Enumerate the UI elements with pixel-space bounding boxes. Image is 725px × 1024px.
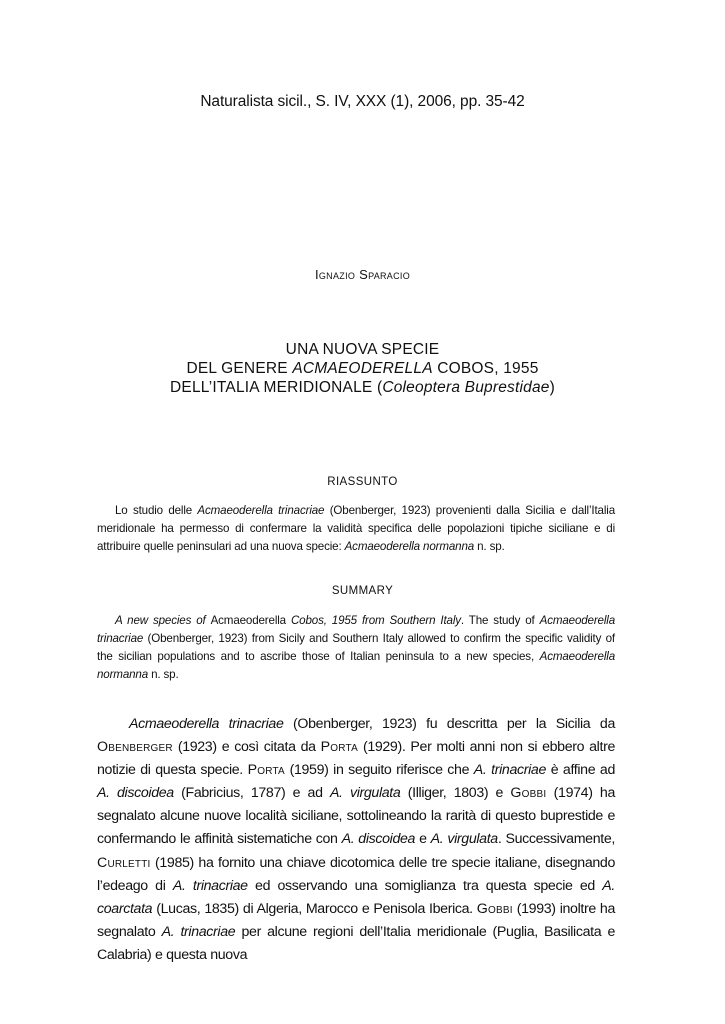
species-name: A. discoidea (341, 831, 416, 848)
text-run: (Obenberger, 1923) fu descritta per la Sicilia da (283, 716, 615, 732)
species-name: Acmaeoderella normanna (97, 650, 615, 681)
title-text: DELL’ITALIA MERIDIONALE ( (170, 379, 383, 396)
author-citation: Curletti (97, 854, 151, 871)
title-taxon: Coleoptera Buprestidae (382, 379, 550, 396)
text-run: (1959) in seguito riferisce che (284, 762, 474, 779)
summary-heading: SUMMARY (331, 585, 394, 597)
author-name: Ignazio Sparacio (314, 267, 411, 282)
text-run: (Lucas, 1835) di Algeria, Marocco e Penisola Iberica. (152, 900, 477, 917)
text-run: . Successivamente, (497, 831, 615, 848)
text-run: . The study of (460, 614, 540, 627)
text-run: n. sp. (474, 540, 505, 553)
text-run: per alcune regioni dell’Italia meridionale (Puglia, Basilicata e Calabria) e questa nuova (97, 923, 615, 963)
species-name: A. trinacriae (473, 762, 547, 779)
species-name: A. trinacriae (172, 877, 248, 894)
author-citation: Gobbi (510, 785, 547, 802)
species-name: A. trinacriae (161, 923, 236, 940)
species-name: Acmaeoderella trinacriae (97, 614, 615, 645)
journal-citation: Naturalista sicil., S. IV, XXX (1), 2006, pp. 35-42 (200, 93, 525, 110)
author-citation: Obenberger (97, 739, 173, 756)
text-run: (1929). Per molti anni non si ebbero altre notizie di questa specie. (97, 739, 615, 779)
species-name: Acmaeoderella trinacriae (129, 716, 284, 732)
text-run: (Obenberger, 1923) from Sicily and Southern Italy allowed to confirm the specific validity of the sicilian populations and to ascribe those of Italian peninsula to a new species, (97, 632, 615, 663)
species-name: Acmaeoderella trinacriae (197, 504, 325, 517)
summary-title-run: Cobos, 1955 from Southern Italy (285, 614, 461, 627)
text-run: (1974) ha segnalato alcune nuove località siciliane, sottolineando la rarità di questo buprestide e confermando le affinità sistematiche con (97, 785, 615, 848)
species-name: A. discoidea (97, 785, 174, 802)
text-run: e (415, 831, 431, 848)
riassunto-text (97, 502, 615, 556)
article-title (0, 340, 725, 397)
summary-text (97, 612, 615, 684)
title-line-1: UNA NUOVA SPECIE (285, 341, 440, 358)
title-text: COBOS, 1955 (432, 360, 539, 377)
species-name: A. virgulata (329, 785, 401, 802)
text-run: (1993) inoltre ha segnalato (97, 900, 616, 940)
riassunto-heading: RIASSUNTO (327, 476, 398, 488)
summary-title-run: A new species of (115, 614, 211, 627)
author-citation: Porta (247, 762, 285, 779)
title-line-3 (0, 378, 725, 397)
text-run: n. sp. (148, 668, 179, 681)
genus-name: Acmaeoderella (210, 614, 286, 627)
text-run: (Fabricius, 1787) e ad (173, 785, 330, 802)
text-run: ed osservando una somiglianza tra questa specie ed (247, 877, 603, 894)
author-citation: Porta (320, 739, 358, 756)
text-run: (1985) ha fornito una chiave dicotomica delle tre specie italiane, disegnando l’edeago di (97, 854, 615, 894)
text-run: Lo studio delle (115, 504, 198, 517)
title-text: ) (549, 379, 555, 396)
text-run: (Illiger, 1803) e (400, 785, 511, 802)
species-name: Acmaeoderella normanna (344, 540, 475, 553)
body-paragraph (97, 713, 615, 967)
title-text: DEL GENERE (186, 360, 293, 377)
species-name: A. coarctata (97, 877, 615, 917)
text-run: (Obenberger, 1923) provenienti dalla Sicilia e dall’Italia meridionale ha permesso di confermare la validità specifica delle popolazioni tipiche siciliane e di attribuire quelle peninsulari ad una nuova specie: (97, 504, 615, 553)
title-genus: ACMAEODERELLA (292, 360, 433, 377)
text-run: è affine ad (546, 762, 615, 779)
title-line-2 (0, 359, 725, 378)
author-citation: Gobbi (476, 900, 513, 917)
text-run: (1923) e così citata da (172, 739, 321, 756)
species-name: A. virgulata (430, 831, 498, 848)
